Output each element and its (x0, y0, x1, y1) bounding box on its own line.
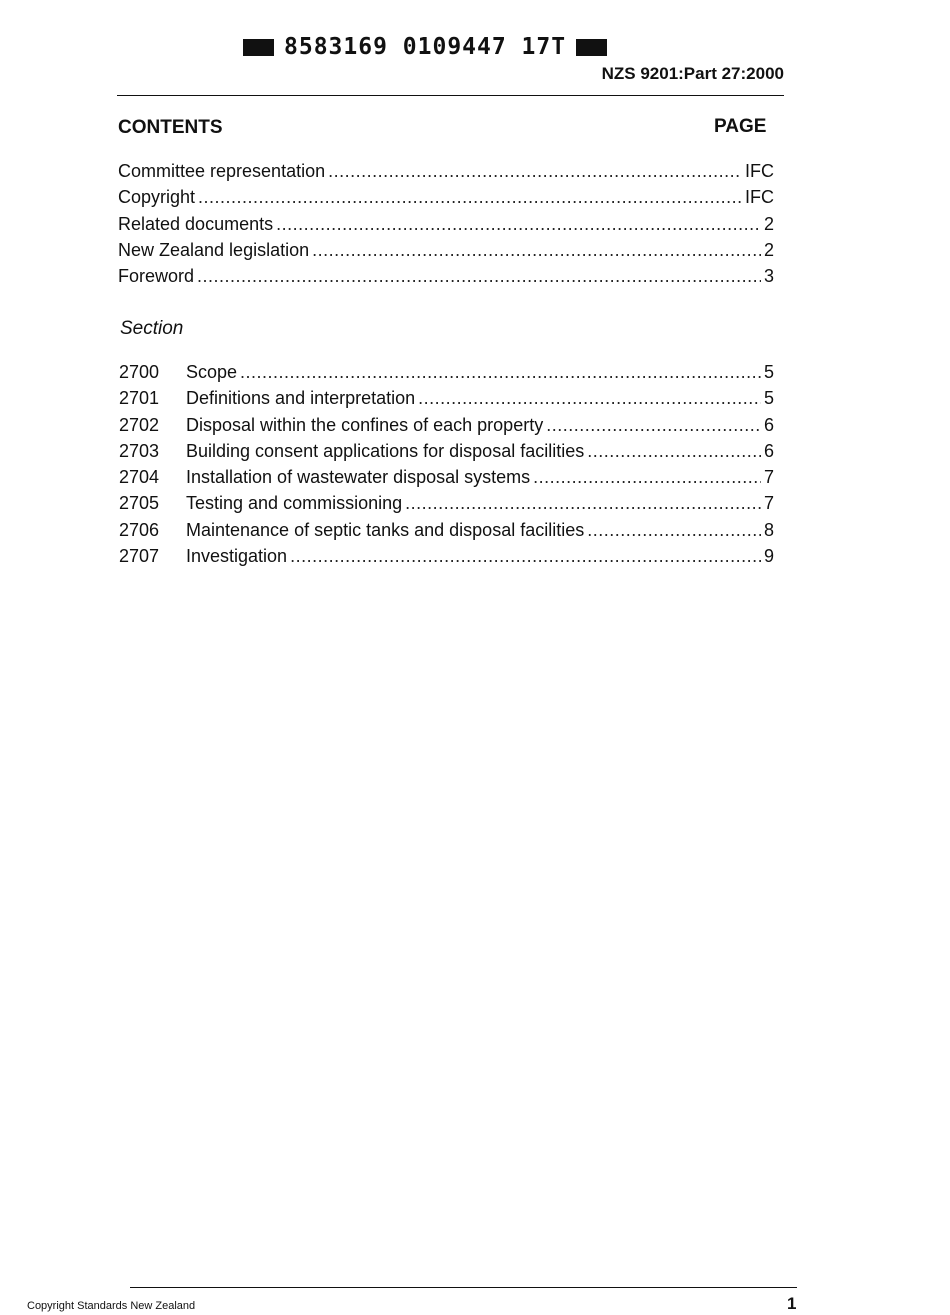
toc-section-entry[interactable] (119, 412, 774, 438)
toc-entry-page: IFC (745, 161, 774, 181)
footer-divider (130, 1287, 797, 1288)
dot-leader (546, 412, 761, 438)
barcode-text: 8583169 0109447 17T (284, 34, 567, 60)
section-page: 6 (763, 414, 774, 435)
section-title: Maintenance of septic tanks and disposal facilities (186, 519, 585, 540)
section-page: 5 (763, 362, 774, 382)
dot-leader (587, 438, 761, 464)
section-number: 2703 (119, 440, 160, 461)
dot-leader (276, 211, 761, 237)
copyright-notice: Copyright Standards New Zealand (27, 1300, 196, 1312)
barcode-left-block (243, 39, 274, 56)
section-page: 7 (763, 467, 774, 488)
section-number: 2705 (119, 493, 160, 514)
toc-entry-page: 2 (763, 239, 774, 260)
dot-leader (533, 464, 761, 490)
section-title: Installation of wastewater disposal systems (186, 467, 531, 488)
dot-leader (587, 517, 761, 543)
toc-section-entry[interactable] (119, 359, 774, 385)
toc-entry-page: IFC (745, 187, 774, 208)
toc-section-entry[interactable] (119, 385, 774, 411)
section-page: 9 (763, 546, 774, 567)
barcode-right-block (576, 39, 607, 56)
toc-entry-title: New Zealand legislation (118, 239, 310, 260)
section-title: Building consent applications for disposal facilities (186, 440, 585, 461)
section-page: 6 (763, 440, 774, 461)
dot-leader (418, 385, 761, 411)
section-number: 2706 (119, 519, 160, 540)
sections-list (119, 359, 774, 569)
toc-entry[interactable] (118, 237, 774, 263)
section-number: 2700 (119, 362, 160, 382)
document-code-bar (243, 34, 607, 60)
dot-leader (312, 237, 761, 263)
section-page: 8 (763, 519, 774, 540)
toc-section-entry[interactable] (119, 438, 774, 464)
dot-leader (405, 490, 761, 516)
standard-number: NZS 9201:Part 27:2000 (601, 64, 784, 83)
page-number: 1 (787, 1294, 797, 1313)
toc-entry[interactable] (118, 184, 774, 210)
toc-entry-page: 3 (763, 266, 774, 287)
section-title: Investigation (186, 546, 288, 567)
dot-leader (198, 184, 742, 210)
section-number: 2702 (119, 414, 160, 435)
front-matter-list (118, 158, 774, 289)
toc-entry-title: Foreword (118, 266, 195, 287)
toc-section-entry[interactable] (119, 490, 774, 516)
toc-entry[interactable] (118, 158, 774, 184)
header-divider (117, 95, 784, 96)
toc-entry-page: 2 (763, 213, 774, 234)
toc-entry-title: Committee representation (118, 161, 326, 181)
section-title: Disposal within the confines of each property (186, 414, 544, 435)
contents-heading: CONTENTS (118, 117, 223, 138)
section-page: 5 (763, 388, 774, 409)
section-title: Definitions and interpretation (186, 388, 416, 409)
toc-entry-title: Copyright (118, 187, 196, 208)
dot-leader (328, 158, 742, 184)
section-title: Testing and commissioning (186, 493, 403, 514)
dot-leader (197, 263, 761, 289)
section-number: 2707 (119, 546, 160, 567)
section-number: 2701 (119, 388, 160, 409)
toc-entry-title: Related documents (118, 213, 274, 234)
section-page: 7 (763, 493, 774, 514)
toc-section-entry[interactable] (119, 464, 774, 490)
dot-leader (240, 359, 761, 385)
section-title: Scope (186, 362, 238, 382)
page-column-heading: PAGE (714, 116, 767, 137)
toc-section-entry[interactable] (119, 517, 774, 543)
toc-entry[interactable] (118, 263, 774, 289)
dot-leader (290, 543, 761, 569)
toc-entry[interactable] (118, 211, 774, 237)
section-label: Section (120, 318, 184, 339)
toc-section-entry[interactable] (119, 543, 774, 569)
section-number: 2704 (119, 467, 160, 488)
